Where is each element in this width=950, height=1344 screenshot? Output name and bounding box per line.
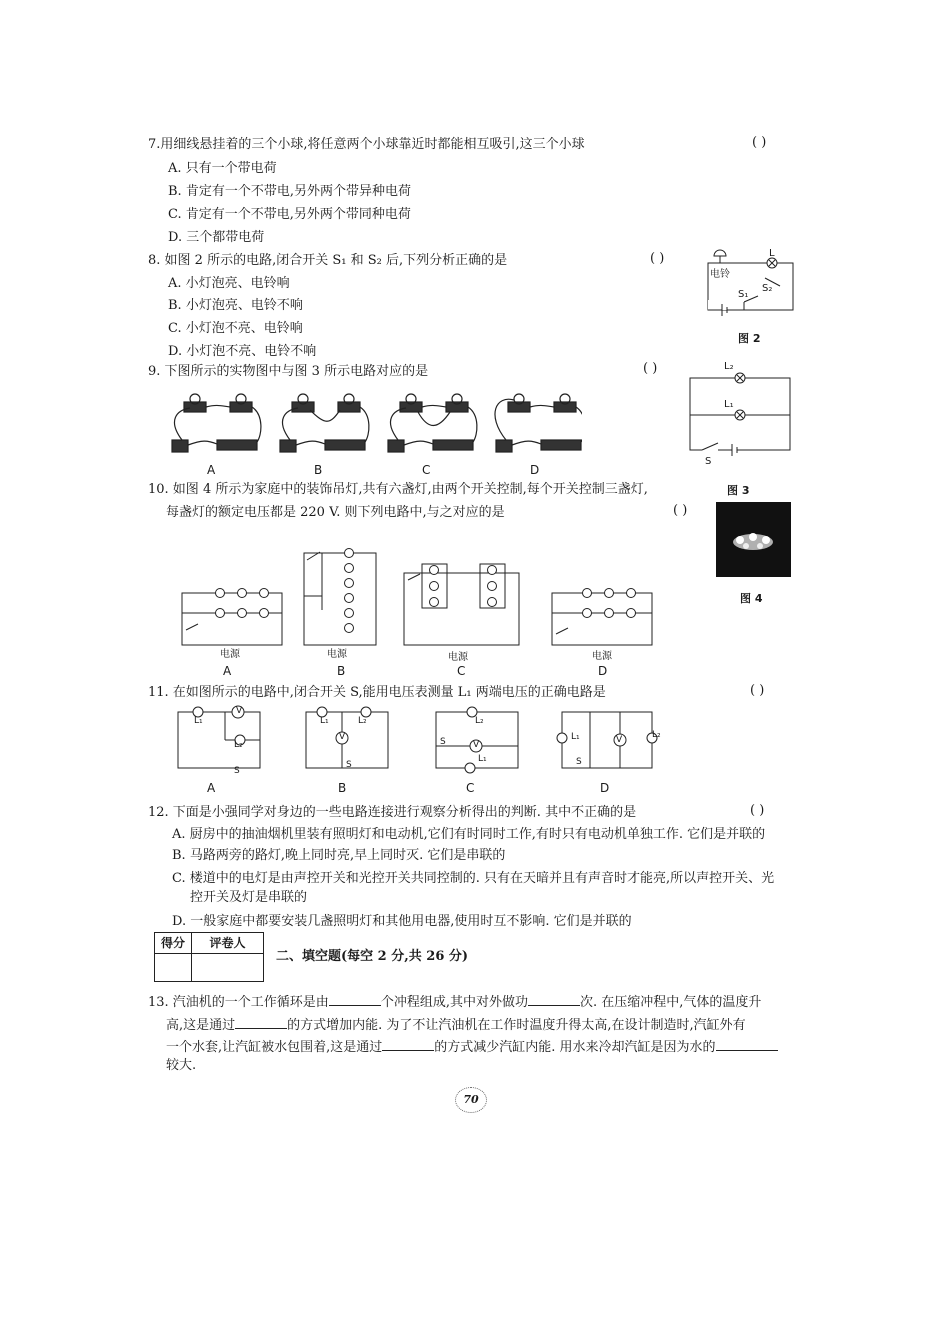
q12-option-c-line1: C. 楼道中的电灯是由声控开关和光控开关共同控制的. 只有在天暗并且有声音时才能亮,所以声控开关、光	[172, 871, 775, 886]
grader-header: 评卷人	[192, 933, 263, 954]
page-number: 70	[455, 1087, 487, 1113]
q11b-s: S	[346, 760, 352, 770]
q7-option-a: A. 只有一个带电荷	[168, 161, 277, 176]
q8-stem: 8. 如图 2 所示的电路,闭合开关 S₁ 和 S₂ 后,下列分析正确的是	[148, 253, 508, 268]
q10d-source-label: 电源	[592, 651, 612, 662]
fig3-l1-label: L₁	[724, 399, 734, 410]
q11b-v: V	[339, 732, 346, 742]
q10-answer-paren: ( )	[673, 503, 688, 518]
fig3-l2-label: L₂	[724, 361, 734, 372]
q11-choice-c: C	[466, 781, 475, 795]
q11d-s: S	[576, 757, 582, 767]
q10-choice-b: B	[337, 664, 346, 678]
q8-option-c: C. 小灯泡不亮、电铃响	[168, 321, 303, 336]
q11c-l1: L₁	[478, 754, 487, 764]
q10c-source-label: 电源	[448, 652, 468, 663]
q11-answer-paren: ( )	[750, 683, 765, 698]
figure-4-chandelier-photo	[716, 502, 791, 577]
q9-choice-c: C	[422, 463, 431, 477]
q9-answer-paren: ( )	[643, 361, 658, 376]
q9-physical-diagrams	[162, 390, 582, 460]
section-2-heading: 二、填空题(每空 2 分,共 26 分)	[276, 949, 469, 964]
q11-choice-b: B	[338, 781, 347, 795]
score-box	[154, 932, 264, 982]
q11a-v: V	[236, 706, 243, 716]
q11c-v: V	[473, 740, 480, 750]
q11-stem: 11. 在如图所示的电路中,闭合开关 S,能用电压表测量 L₁ 两端电压的正确电路是	[148, 685, 606, 700]
q11c-s: S	[440, 737, 446, 747]
score-header: 得分	[155, 933, 191, 954]
q8-option-b: B. 小灯泡亮、电铃不响	[168, 298, 303, 313]
q12-option-c-line2: 控开关及灯是串联的	[190, 890, 308, 905]
q12-option-d: D. 一般家庭中都要安装几盏照明灯和其他用电器,使用时互不影响. 它们是并联的	[172, 914, 632, 929]
q12-stem: 12. 下面是小强同学对身边的一些电路连接进行观察分析得出的判断. 其中不正确的是	[148, 805, 637, 820]
fig2-s2-label: S₂	[762, 283, 773, 294]
figure-2-circuit	[700, 248, 800, 318]
q13-line2: 高,这是通过 的方式增加内能. 为了不让汽油机在工作时温度升得太高,在设计制造时,汽缸外有	[166, 1018, 746, 1033]
q11a-l1: L₁	[194, 716, 203, 726]
q12-option-b: B. 马路两旁的路灯,晚上同时亮,早上同时灭. 它们是串联的	[172, 848, 506, 863]
fig3-caption: 图 3	[727, 484, 750, 497]
q12-option-a: A. 厨房中的抽油烟机里装有照明灯和电动机,它们有时同时工作,有时只有电动机单独工作. 它们是并联的	[172, 827, 766, 842]
q11-choice-a: A	[207, 781, 216, 795]
q11d-l1: L₁	[571, 732, 580, 742]
q11a-s: S	[234, 766, 240, 776]
figure-3-circuit	[680, 360, 800, 470]
q13-line3: 一个水套,让汽缸被水包围着,这是通过 的方式减少汽缸内能. 用水来冷却汽缸是因为水的	[166, 1038, 778, 1056]
q11c-l2: L₂	[475, 716, 484, 726]
q7-option-d: D. 三个都带电荷	[168, 230, 265, 245]
q8-option-d: D. 小灯泡不亮、电铃不响	[168, 344, 317, 359]
q11a-l2: L₂	[234, 740, 243, 750]
q12-answer-paren: ( )	[750, 803, 765, 818]
q13-line4: 较大.	[166, 1058, 197, 1073]
q11b-l2: L₂	[358, 716, 367, 726]
fig2-s1-label: S₁	[738, 289, 749, 300]
q9-choice-b: B	[314, 463, 323, 477]
q11-circuit-options	[170, 700, 670, 780]
q10-choice-d: D	[598, 664, 608, 678]
fig4-caption: 图 4	[740, 592, 763, 605]
q10-stem-line2: 每盏灯的额定电压都是 220 V. 则下列电路中,与之对应的是	[166, 505, 505, 520]
q10-circuit-options	[172, 538, 692, 658]
q10a-source-label: 电源	[220, 649, 240, 660]
fig2-lamp-label: L	[769, 248, 775, 259]
q7-answer-paren: ( )	[752, 135, 767, 150]
q9-choice-a: A	[207, 463, 216, 477]
q7-option-c: C. 肯定有一个不带电,另外两个带同种电荷	[168, 207, 411, 222]
q10-choice-c: C	[457, 664, 466, 678]
q7-option-b: B. 肯定有一个不带电,另外两个带异种电荷	[168, 184, 411, 199]
q9-choice-d: D	[530, 463, 540, 477]
q10-stem-line1: 10. 如图 4 所示为家庭中的装饰吊灯,共有六盏灯,由两个开关控制,每个开关控制三盏灯,	[148, 482, 648, 497]
q7-stem: 7.用细线悬挂着的三个小球,将任意两个小球靠近时都能相互吸引,这三个小球	[148, 137, 585, 152]
q11-choice-d: D	[600, 781, 610, 795]
fig3-s-label: S	[705, 456, 712, 467]
q10b-source-label: 电源	[327, 649, 347, 660]
q9-stem: 9. 下图所示的实物图中与图 3 所示电路对应的是	[148, 364, 429, 379]
fig2-caption: 图 2	[738, 332, 761, 345]
q8-answer-paren: ( )	[650, 251, 665, 266]
q10-choice-a: A	[223, 664, 232, 678]
q13-line1: 13. 汽油机的一个工作循环是由 个冲程组成,其中对外做功 次. 在压缩冲程中,气体的温度升	[148, 995, 762, 1010]
q11d-v: V	[616, 735, 623, 745]
q11d-l2: L₂	[652, 730, 661, 740]
q8-option-a: A. 小灯泡亮、电铃响	[168, 276, 290, 291]
q11b-l1: L₁	[320, 716, 329, 726]
fig2-bell-label: 电铃	[710, 269, 730, 280]
